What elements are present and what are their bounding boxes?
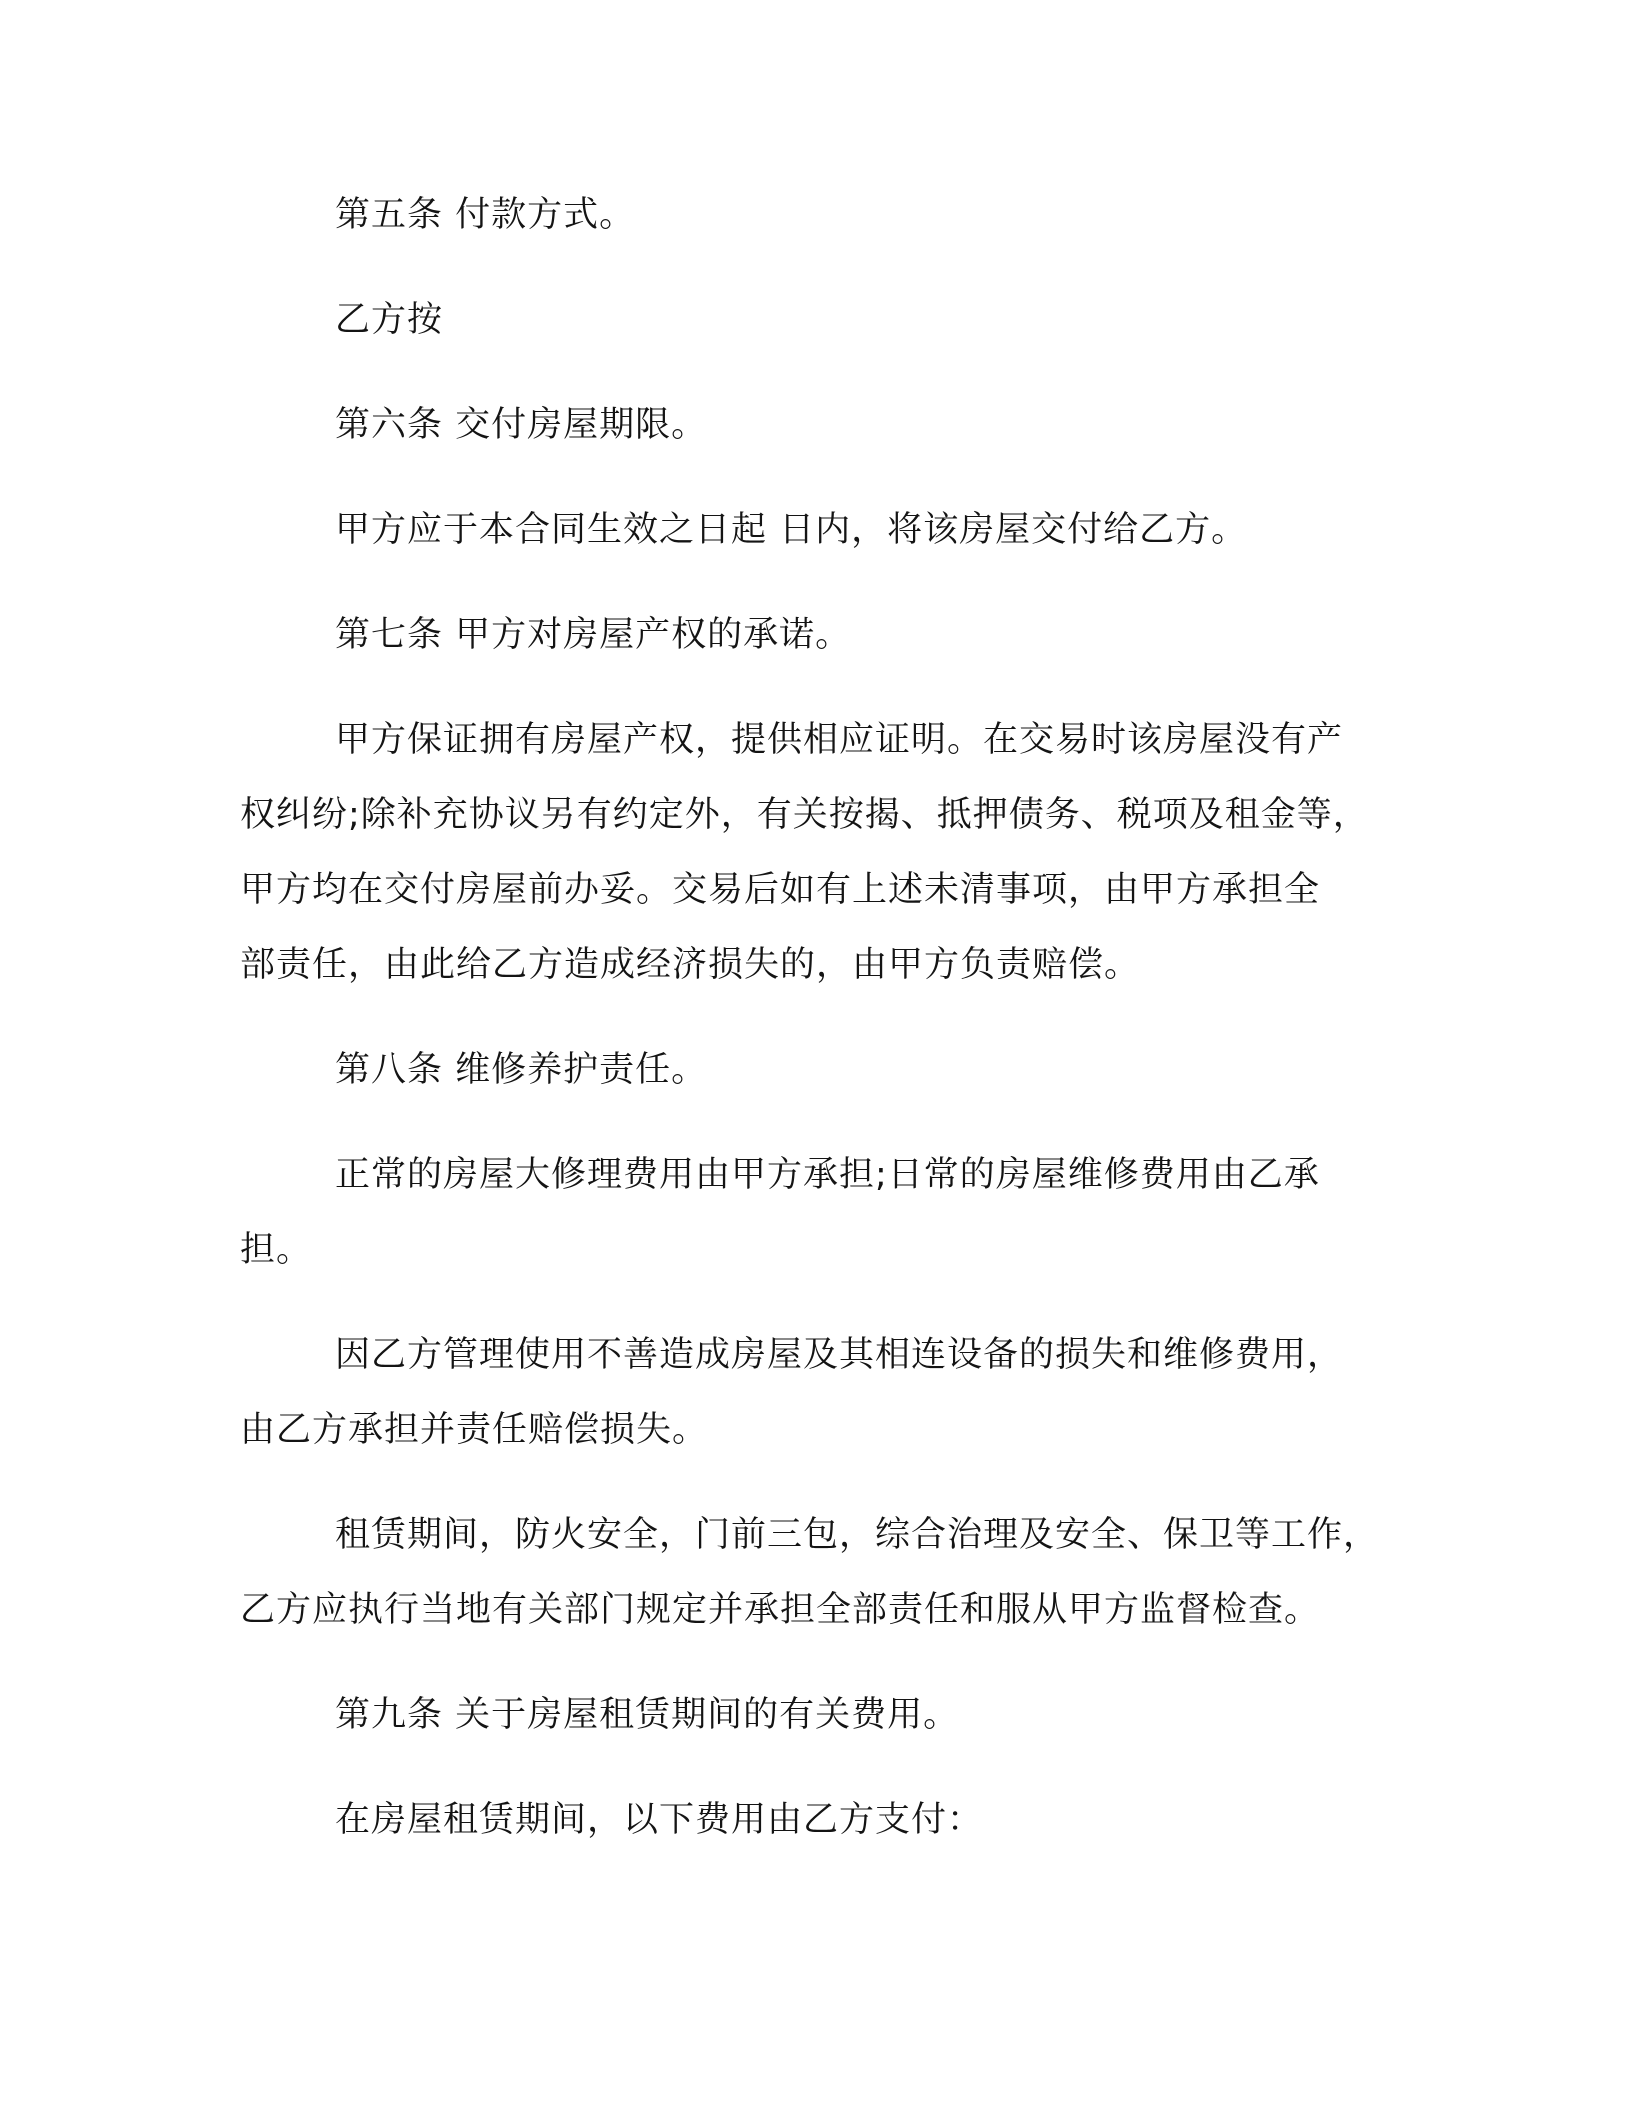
text-line: 担。	[240, 1230, 313, 1270]
article-8-body-3	[240, 1498, 1405, 1648]
text-line: 部责任，由此给乙方造成经济损失的，由甲方负责赔偿。	[240, 945, 1141, 985]
text-line: 甲方保证拥有房屋产权，提供相应证明。在交易时该房屋没有产	[335, 720, 1344, 760]
article-6-body	[240, 493, 1405, 568]
article-5-heading	[240, 178, 1405, 253]
text-line: 第七条 甲方对房屋产权的承诺。	[335, 615, 852, 655]
article-7-heading	[240, 598, 1405, 673]
text-line: 第八条 维修养护责任。	[335, 1050, 708, 1090]
text-line: 甲方应于本合同生效之日起 日内，将该房屋交付给乙方。	[335, 510, 1248, 550]
article-9-body	[240, 1783, 1405, 1858]
article-7-body	[240, 703, 1405, 1003]
text-line: 在房屋租赁期间，以下费用由乙方支付：	[335, 1800, 984, 1840]
text-line: 租赁期间，防火安全，门前三包，综合治理及安全、保卫等工作，	[335, 1515, 1380, 1555]
text-line: 由乙方承担并责任赔偿损失。	[240, 1410, 709, 1450]
text-line: 第九条 关于房屋租赁期间的有关费用。	[335, 1695, 960, 1735]
text-line: 权纠纷;除补充协议另有约定外，有关按揭、抵押债务、税项及租金等，	[240, 795, 1369, 835]
text-line: 第六条 交付房屋期限。	[335, 405, 708, 445]
text-line: 甲方均在交付房屋前办妥。交易后如有上述未清事项，由甲方承担全	[240, 870, 1321, 910]
text-line: 第五条 付款方式。	[335, 195, 636, 235]
article-5-body	[240, 283, 1405, 358]
text-line: 正常的房屋大修理费用由甲方承担;日常的房屋维修费用由乙承	[335, 1155, 1320, 1195]
article-8-body-2	[240, 1318, 1405, 1468]
article-8-heading	[240, 1033, 1405, 1108]
article-6-heading	[240, 388, 1405, 463]
text-line: 乙方应执行当地有关部门规定并承担全部责任和服从甲方监督检查。	[240, 1590, 1321, 1630]
text-line: 乙方按	[335, 300, 444, 340]
text-line: 因乙方管理使用不善造成房屋及其相连设备的损失和维修费用，	[335, 1335, 1344, 1375]
article-8-body-1	[240, 1138, 1405, 1288]
article-9-heading	[240, 1678, 1405, 1753]
document-page	[240, 178, 1405, 1888]
